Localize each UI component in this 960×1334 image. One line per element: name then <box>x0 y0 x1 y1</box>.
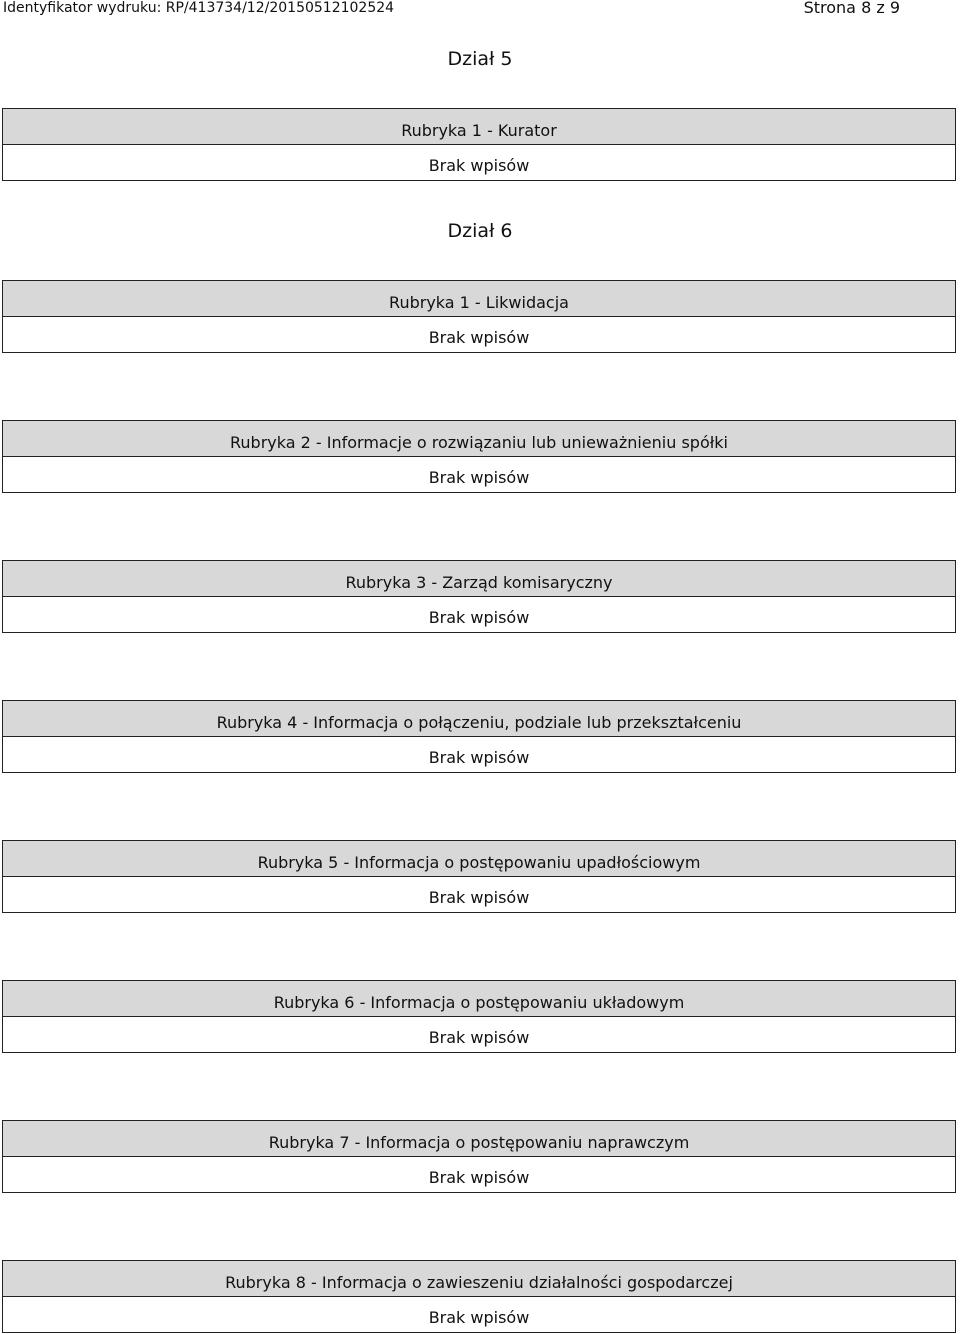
rubric-content: Brak wpisów <box>3 1157 955 1192</box>
page-number: Strona 8 z 9 <box>803 0 900 17</box>
rubric-content: Brak wpisów <box>3 737 955 772</box>
rubric-dzial6-rubryka-6 <box>2 980 956 1053</box>
rubric-title: Rubryka 8 - Informacja o zawieszeniu działalności gospodarczej <box>3 1261 955 1297</box>
section-title-dzial-6: Dział 6 <box>447 220 513 242</box>
rubric-dzial6-rubryka-8 <box>2 1260 956 1333</box>
rubric-content: Brak wpisów <box>3 1017 955 1052</box>
rubric-content: Brak wpisów <box>3 877 955 912</box>
rubric-title: Rubryka 7 - Informacja o postępowaniu naprawczym <box>3 1121 955 1157</box>
rubric-dzial6-rubryka-7 <box>2 1120 956 1193</box>
rubric-title: Rubryka 1 - Likwidacja <box>3 281 955 317</box>
rubric-title: Rubryka 6 - Informacja o postępowaniu układowym <box>3 981 955 1017</box>
rubric-dzial6-rubryka-4 <box>2 700 956 773</box>
rubric-content: Brak wpisów <box>3 317 955 352</box>
rubric-dzial6-rubryka-3 <box>2 560 956 633</box>
rubric-title: Rubryka 4 - Informacja o połączeniu, podziale lub przekształceniu <box>3 701 955 737</box>
rubric-dzial6-rubryka-5 <box>2 840 956 913</box>
rubric-content: Brak wpisów <box>3 457 955 492</box>
print-identifier: Identyfikator wydruku: RP/413734/12/20150512102524 <box>3 0 395 16</box>
rubric-title: Rubryka 2 - Informacje o rozwiązaniu lub unieważnieniu spółki <box>3 421 955 457</box>
rubric-title: Rubryka 5 - Informacja o postępowaniu upadłościowym <box>3 841 955 877</box>
rubric-content: Brak wpisów <box>3 1297 955 1332</box>
rubric-title: Rubryka 1 - Kurator <box>3 109 955 145</box>
rubric-dzial6-rubryka-1 <box>2 280 956 353</box>
rubric-dzial6-rubryka-2 <box>2 420 956 493</box>
rubric-title: Rubryka 3 - Zarząd komisaryczny <box>3 561 955 597</box>
rubric-content: Brak wpisów <box>3 597 955 632</box>
rubric-content: Brak wpisów <box>3 145 955 180</box>
section-title-dzial-5: Dział 5 <box>447 48 513 70</box>
rubric-dzial5-rubryka-1 <box>2 108 956 181</box>
